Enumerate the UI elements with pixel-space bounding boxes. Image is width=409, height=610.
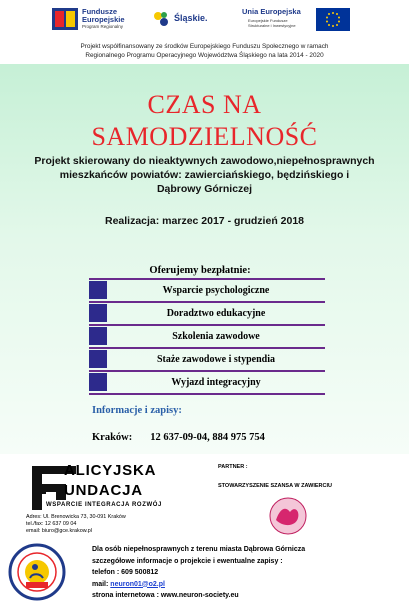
- offer-heading: Oferujemy bezpłatnie:: [149, 265, 251, 276]
- funding-note: [20, 42, 389, 60]
- fundusze-line1: Fundusze: [82, 7, 117, 16]
- offer-item-label: Wsparcie psychologiczne: [162, 285, 270, 296]
- neuron-website-link[interactable]: www.neuron-society.eu: [160, 592, 239, 599]
- project-description: [10, 154, 399, 196]
- offer-list-bottom-rule: [89, 393, 325, 395]
- neuron-www-label: strona internetowa :: [92, 592, 161, 599]
- fundusze-europejskie-icon: [52, 8, 78, 30]
- fundusze-europejskie-logo: [52, 6, 142, 34]
- neuron-logo-icon: [8, 542, 66, 602]
- neuron-line1: Dla osób niepełnosprawnych z terenu miasta Dąbrowa Górnicza: [92, 546, 306, 553]
- bullet-square-icon: [89, 304, 107, 322]
- partner-name: STOWARZYSZENIE SZANSA W ZAWIERCIU: [218, 483, 332, 489]
- ue-line1: Unia Europejska: [242, 7, 301, 16]
- description-line3: Dąbrowy Górniczej: [156, 183, 253, 195]
- logo-bar: [0, 0, 409, 40]
- partner-heading: PARTNER :: [218, 464, 248, 470]
- offer-item: [89, 278, 325, 301]
- bullet-square-icon: [89, 373, 107, 391]
- galicyjska-tagline: WSPARCIE INTEGRACJA ROZWÓJ: [46, 502, 162, 508]
- realization-dates: Realizacja: marzec 2017 - grudzień 2018: [104, 215, 305, 227]
- galicyjska-address-line: Adres: Ul. Brenowicka 73, 30-091 Kraków: [26, 514, 126, 520]
- contact-city: Kraków:: [92, 432, 133, 443]
- offer-item: [89, 324, 325, 347]
- galicyjska-phone-line: tel./fax: 12 637 09 04: [26, 521, 77, 527]
- neuron-phone: telefon : 609 500812: [92, 569, 159, 576]
- bullet-square-icon: [89, 350, 107, 368]
- neuron-mail-label: mail:: [92, 580, 111, 588]
- contact-line: [92, 432, 265, 443]
- unia-europejska-logo: [242, 6, 352, 34]
- offer-item-label: Staże zawodowe i stypendia: [156, 354, 276, 365]
- galicyjska-address: [26, 514, 126, 535]
- galicyjska-fundacja-logo: [16, 458, 186, 538]
- project-title-line2: SAMODZIELNOŚĆ: [91, 122, 318, 151]
- bullet-square-icon: [89, 281, 107, 299]
- szansa-logo-icon: [268, 496, 308, 536]
- offer-item: [89, 347, 325, 370]
- galicyjska-line1: ALICYJSKA: [64, 462, 157, 479]
- offer-item-label: Szkolenia zawodowe: [172, 331, 260, 342]
- contact-phones[interactable]: 12 637-09-04, 884 975 754: [150, 432, 265, 443]
- ue-sub1: Europejskie Fundusze: [248, 18, 288, 23]
- funding-note-line1: Projekt współfinansowany ze środków Europejskiego Funduszu Społecznego w ramach: [80, 43, 329, 50]
- eu-flag-icon: [316, 8, 350, 31]
- description-line1: Projekt skierowany do nieaktywnych zawodowo,niepełnosprawnych: [34, 155, 375, 167]
- galicyjska-email-line: email: biuro@gce.krakow.pl: [26, 528, 92, 534]
- fundusze-sub: Program Regionalny: [82, 24, 124, 29]
- offer-item-label: Doradztwo edukacyjne: [166, 308, 266, 319]
- project-panel: [0, 64, 409, 454]
- slaskie-text: Śląskie.: [174, 13, 208, 23]
- neuron-contact: [92, 544, 407, 602]
- slaskie-logo: [152, 10, 222, 30]
- offer-item-label: Wyjazd integracyjny: [171, 377, 261, 388]
- slaskie-icon: [152, 10, 170, 28]
- offer-item: [89, 301, 325, 324]
- neuron-mail-row: [92, 579, 407, 591]
- funding-note-line2: Regionalnego Programu Operacyjnego Województwa Śląskiego na lata 2014 - 2020: [85, 52, 324, 59]
- neuron-www-row: [92, 590, 407, 602]
- neuron-line2: szczegółowe informacje o projekcie i ewentualne zapisy :: [92, 557, 283, 565]
- offer-list: [89, 278, 325, 395]
- ue-sub2: Strukturalne i Inwestycyjne: [248, 23, 296, 28]
- project-title-line1: CZAS NA: [147, 90, 262, 119]
- description-line2: mieszkańców powiatów: zawierciańskiego, będzińskiego i: [59, 169, 350, 181]
- info-heading: Informacje i zapisy:: [92, 405, 182, 416]
- fundusze-line2: Europejskie: [82, 15, 125, 24]
- galicyjska-line2: UNDACJA: [64, 482, 143, 499]
- offer-item: [89, 370, 325, 393]
- bullet-square-icon: [89, 327, 107, 345]
- neuron-email-link[interactable]: neuron01@o2.pl: [110, 580, 165, 588]
